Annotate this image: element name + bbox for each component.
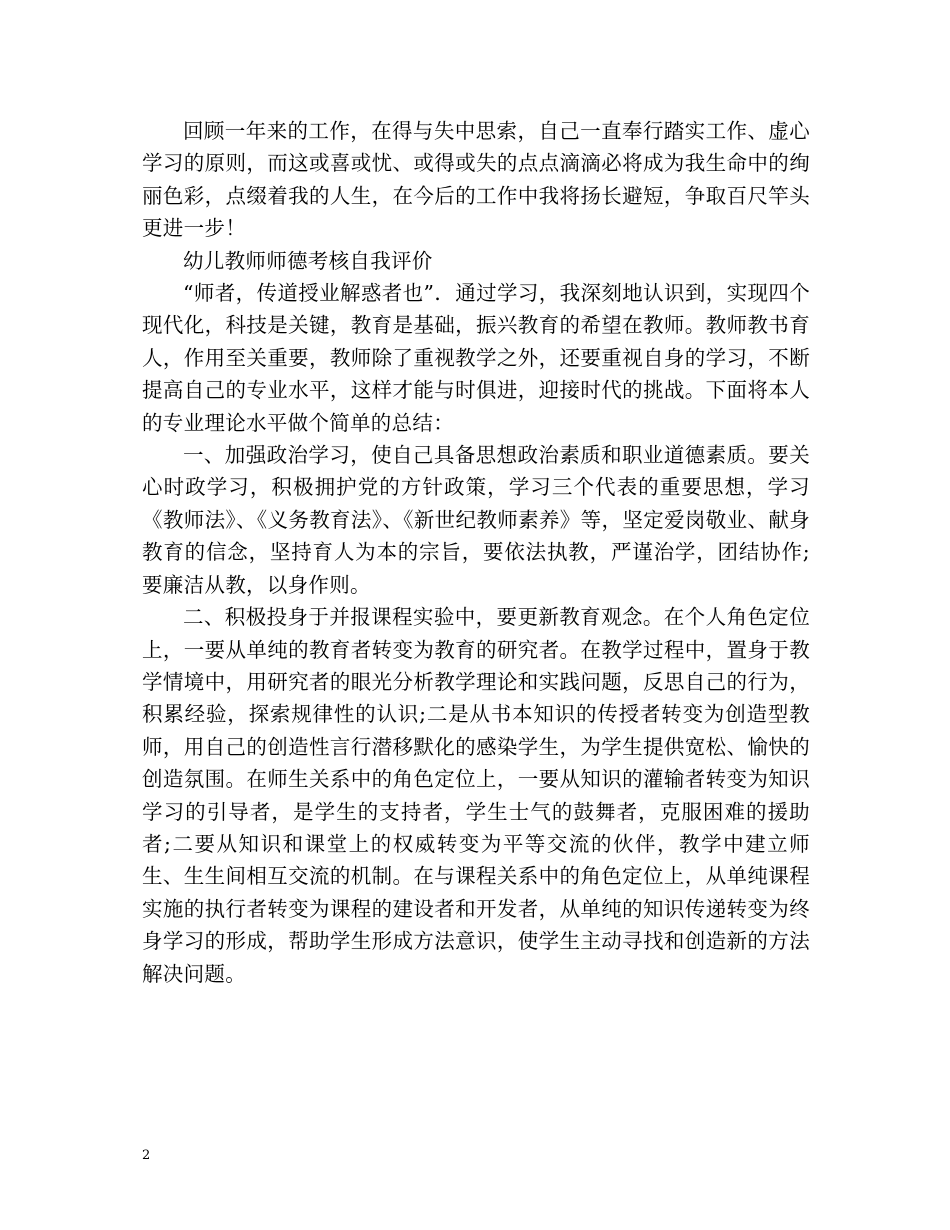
paragraph-closing-reflection: 回顾一年来的工作，在得与失中思索，自己一直奉行踏实工作、虚心学习的原则，而这或喜或忧、或得或失的点点滴滴必将成为我生命中的绚丽色彩，点缀着我的人生，在今后的工作中我将扬长避短，争取百尺竿头更进一步！ [142,119,810,241]
paragraph-point-two: 二、积极投身于并报课程实验中，要更新教育观念。在个人角色定位上，一要从单纯的教育者转变为教育的研究者。在教学过程中，置身于教学情境中，用研究者的眼光分析教学理论和实践问题，反思自己的行为，积累经验，探索规律性的认识;二是从书本知识的传授者转变为创造型教师，用自己的创造性言行潜移默化的感染学生，为学生提供宽松、愉快的创造氛围。在师生关系中的角色定位上，一要从知识的灌输者转变为知识学习的引导者，是学生的支持者，学生士气的鼓舞者，克服困难的援助者;二要从知识和课堂上的权威转变为平等交流的伙伴，教学中建立师生、生生间相互交流的机制。在与课程关系中的角色定位上，从单纯课程实施的执行者转变为课程的建设者和开发者，从单纯的知识传递转变为终身学习的形成，帮助学生形成方法意识，使学生主动寻找和创造新的方法解决问题。 [142,605,810,986]
section-heading: 幼儿教师师德考核自我评价 [183,248,433,273]
paragraph-point-one: 一、加强政治学习，使自己具备思想政治素质和职业道德素质。要关心时政学习，积极拥护党的方针政策，学习三个代表的重要思想，学习《教师法》、《义务教育法》、《新世纪教师素养》等，坚定爱岗敬业、献身教育的信念，坚持育人为本的宗旨，要依法执教，严谨治学，团结协作;要廉洁从教，以身作则。 [142,443,810,597]
paragraph-introduction: “师者，传道授业解惑者也”．通过学习，我深刻地认识到，实现四个现代化，科技是关键，教育是基础，振兴教育的希望在教师。教师教书育人，作用至关重要，教师除了重视教学之外，还要重视自身的学习，不断提高自己的专业水平，这样才能与时俱进，迎接时代的挑战。下面将本人的专业理论水平做个简单的总结： [142,281,810,435]
document-body [142,115,810,990]
page-number: 2 [142,1148,151,1163]
